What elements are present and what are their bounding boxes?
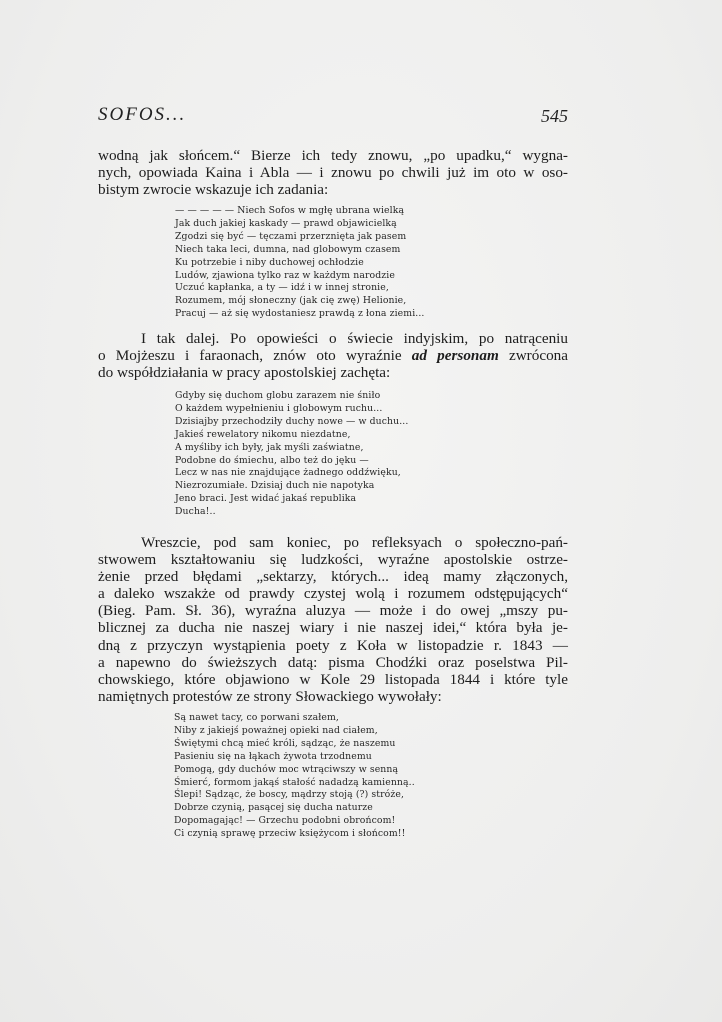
verse-line: Gdyby się duchom globu zarazem nie śniło [175, 390, 381, 401]
text-span: o Mojżeszu i faraonach, znów oto wyraźnie [98, 347, 412, 365]
verse-line: Ku potrzebie i niby duchowej ochłodzie [175, 256, 364, 268]
verse-line: A myśliby ich były, jak myśli zaświatne, [175, 441, 364, 453]
verse-quote-2 [175, 390, 408, 519]
verse-line: Ci czynią sprawę przeciw księżycom i słońcom!! [174, 828, 406, 840]
verse-line: Jak duch jakiej kaskady — prawd objawicielką [175, 217, 397, 229]
text-line: blicznej za ducha nie naszej wiary i nie naszej idei,“ która była je- [98, 619, 568, 637]
verse-line: Niech taka leci, dumna, nad globowym czasem [175, 243, 401, 255]
text-line: żenie przed błędami „sektarzy, których... ideą mamy złączonych, [98, 568, 568, 586]
text-line [98, 347, 568, 364]
text-span: zwrócona [498, 347, 568, 365]
verse-line: Uczuć kapłanka, a ty — idź i w innej stronie, [175, 282, 389, 294]
verse-line: Zgodzi się być — tęczami przerznięta jak pasem [175, 230, 407, 242]
verse-line: Niby z jakiejś poważnej opieki nad ciałem, [174, 724, 378, 736]
verse-line: Pasieniu się na łąkach żywota trzodnemu [174, 750, 372, 762]
verse-quote-3 [174, 712, 415, 841]
verse-line: Ślepi! Sądząc, że boscy, mądrzy stoją (?) stróże, [174, 789, 405, 801]
verse-line: Niezrozumiałe. Dzisiaj duch nie napotyka [175, 480, 375, 492]
verse-line: Świętymi chcą mieć króli, sądząc, że naszemu [174, 737, 396, 749]
verse-line: Rozumem, mój słoneczny (jak cię zwę) Helionie, [175, 295, 407, 307]
text-line: wodną jak słońcem.“ Bierze ich tedy znowu, „po upadku,“ wygna- [98, 147, 568, 164]
verse-line: Ducha!.. [175, 506, 216, 518]
text-line: stwowem kształtowaniu się ludzkości, wyraźne apostolskie ostrze- [98, 551, 568, 569]
text-line: a daleko wszakże od prawdy czystej wolą i rozumem odstępujących“ [98, 585, 568, 603]
text-line: (Bieg. Pam. Sł. 36), wyraźna aluzya — może i do owej „mszy pu- [98, 602, 568, 620]
text-line: dną z przyczyn wystąpienia poety z Koła w listopadzie r. 1843 — [98, 636, 568, 654]
paragraph-2 [98, 330, 568, 381]
verse-line: Ludów, zjawiona tylko raz w każdym narodzie [175, 269, 395, 281]
verse-line: Jakieś rewelatory nikomu niezdatne, [175, 428, 351, 440]
text-line: a napewno do świeższych datą: pisma Chodźki oraz poselstwa Pil- [98, 653, 568, 671]
verse-line: Dzisiajby przechodziły duchy nowe — w duchu... [175, 415, 409, 427]
paragraph-3 [98, 534, 568, 705]
verse-line: Pomogą, gdy duchów moc wtrąciwszy w senną [174, 763, 399, 775]
verse-line: Pracuj — aż się wydostaniesz prawdą z łona ziemi... [175, 308, 425, 320]
verse-line: Lecz w nas nie znajdujące żadnego oddźwięku, [175, 467, 401, 479]
verse-line: — — — — — Niech Sofos w mgłę ubrana wielką [175, 205, 405, 216]
emphasized-phrase: ad personam [411, 347, 499, 365]
text-line: I tak dalej. Po opowieści o świecie indyjskim, po natrąceniu [141, 330, 568, 347]
running-head [98, 104, 568, 128]
page-number: 545 [541, 106, 568, 126]
verse-line: Podobne do śmiechu, albo też do jęku — [175, 454, 369, 466]
text-line: nych, opowiada Kaina i Abla — i znowu po chwili już im oto w oso- [98, 164, 568, 182]
text-line: namiętnych protestów ze strony Słowackiego wywołały: [98, 687, 442, 705]
verse-line: Dobrze czynią, pasącej się ducha naturze [174, 802, 373, 814]
text-line: do współdziałania w pracy apostolskiej zachęta: [98, 364, 391, 382]
text-line: bistym zwrocie wskazuje ich zadania: [98, 181, 329, 199]
running-title: SOFOS... [98, 104, 187, 125]
text-line: chowskiego, które objawiono w Kole 29 listopada 1844 i które tyle [98, 670, 568, 688]
verse-line: Śmierć, formom jakąś stałość nadadzą kamienną.. [174, 776, 415, 788]
verse-line: Jeno braci. Jest widać jakaś republika [175, 493, 357, 505]
verse-line: Dopomagając! — Grzechu podobni obrońcom! [174, 815, 396, 827]
verse-quote-1 [175, 205, 424, 321]
verse-line: Są nawet tacy, co porwani szałem, [174, 712, 339, 723]
paragraph-1 [98, 147, 568, 198]
text-line: Wreszcie, pod sam koniec, po refleksyach o społeczno-pań- [141, 534, 568, 551]
verse-line: O każdem wypełnieniu i globowym ruchu... [175, 402, 383, 414]
